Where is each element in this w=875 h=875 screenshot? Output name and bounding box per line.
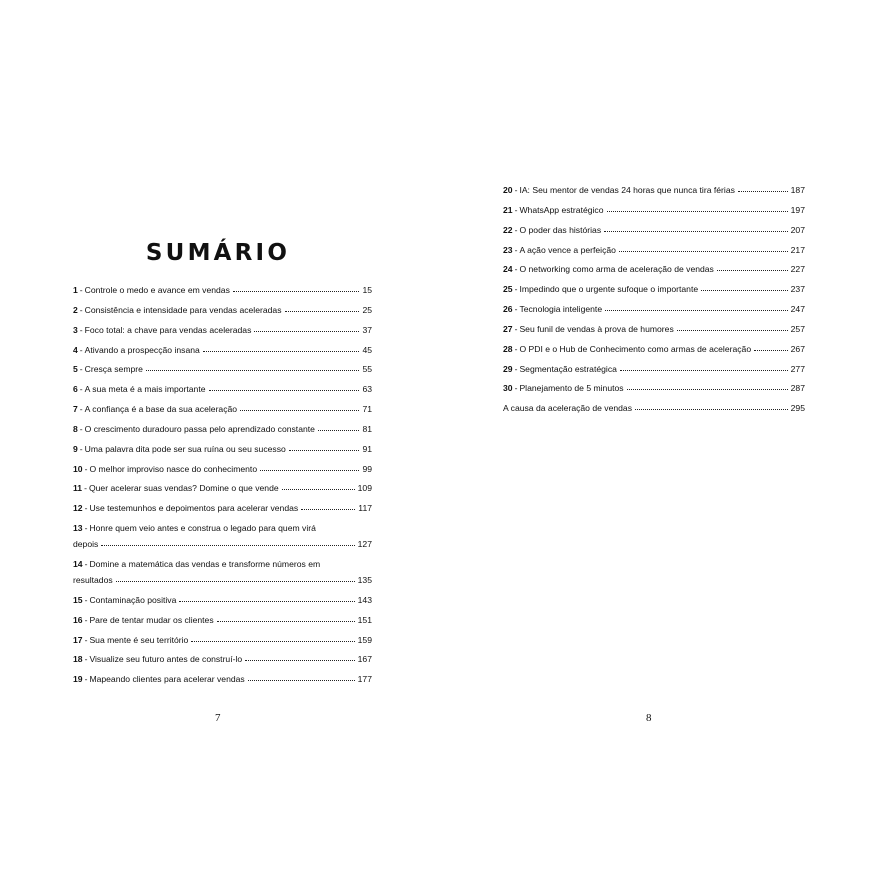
separator: - <box>84 614 88 625</box>
chapter-number: 2 <box>73 304 78 315</box>
toc-entry <box>503 245 805 256</box>
separator: - <box>79 404 83 415</box>
dot-leader <box>191 641 354 642</box>
toc-entry <box>73 635 372 646</box>
chapter-title: Ativando a prospecção insana <box>84 344 200 355</box>
separator: - <box>79 304 83 315</box>
page-number: 135 <box>357 574 372 585</box>
separator: - <box>84 654 88 665</box>
dot-leader <box>248 680 355 681</box>
chapter-title: Cresça sempre <box>84 364 143 375</box>
dot-leader <box>260 470 359 471</box>
separator: - <box>79 344 83 355</box>
chapter-number: 17 <box>73 634 83 645</box>
page-number: 81 <box>362 423 372 434</box>
toc-entry <box>503 284 805 295</box>
separator: - <box>514 264 518 275</box>
dot-leader <box>282 489 355 490</box>
chapter-number: 1 <box>73 285 78 295</box>
page-number: 109 <box>357 483 372 494</box>
page-number-left: 7 <box>215 712 221 724</box>
dot-leader <box>217 621 355 622</box>
dot-leader <box>254 331 359 332</box>
chapter-title: Pare de tentar mudar os clientes <box>89 614 214 625</box>
chapter-title: A ação vence a perfeição <box>519 244 616 255</box>
toc-list-left <box>73 285 372 694</box>
toc-entry <box>73 424 372 435</box>
separator: - <box>514 343 518 354</box>
chapter-title: Honre quem veio antes e construa o legado para quem virá <box>89 523 316 534</box>
chapter-title: Use testemunhos e depoimentos para acelerar vendas <box>89 503 299 514</box>
chapter-title: A sua meta é a mais importante <box>84 384 206 395</box>
chapter-number: 20 <box>503 185 513 195</box>
dot-leader <box>754 350 788 351</box>
dot-leader <box>620 370 788 371</box>
toc-entry <box>73 325 372 336</box>
page-number: 151 <box>357 614 372 625</box>
toc-entry <box>503 185 805 196</box>
toc-entry <box>503 324 805 335</box>
chapter-number: 8 <box>73 423 78 434</box>
page-number: 25 <box>362 304 372 315</box>
separator: - <box>84 674 88 685</box>
chapter-number: 10 <box>73 463 83 474</box>
dot-leader <box>627 389 788 390</box>
chapter-title: O crescimento duradouro passa pelo aprendizado constante <box>84 423 315 434</box>
page-number: 143 <box>357 594 372 605</box>
chapter-title: Consistência e intensidade para vendas aceleradas <box>84 304 282 315</box>
chapter-number: 22 <box>503 224 513 235</box>
chapter-title: O networking como arma de aceleração de vendas <box>519 264 714 275</box>
chapter-title: Contaminação positiva <box>89 594 177 605</box>
toc-entry <box>73 364 372 375</box>
chapter-number: 16 <box>73 614 83 625</box>
separator: - <box>514 363 518 374</box>
toc-entry <box>503 304 805 315</box>
chapter-number: 9 <box>73 443 78 454</box>
separator: - <box>84 503 88 514</box>
chapter-title: Impedindo que o urgente sufoque o importante <box>519 284 699 295</box>
chapter-title: Uma palavra dita pode ser sua ruína ou seu sucesso <box>84 443 286 454</box>
toc-entry <box>503 344 805 355</box>
chapter-title: IA: Seu mentor de vendas 24 horas que nunca tira férias <box>519 185 735 195</box>
separator: - <box>514 284 518 295</box>
chapter-title: A confiança é a base da sua aceleração <box>84 404 238 415</box>
separator: - <box>514 204 518 215</box>
dot-leader <box>233 291 360 292</box>
page-number: 227 <box>790 264 805 275</box>
chapter-title: Quer acelerar suas vendas? Domine o que vende <box>88 483 279 494</box>
chapter-number: 29 <box>503 363 513 374</box>
page-number: 63 <box>362 384 372 395</box>
chapter-number: 13 <box>73 523 83 534</box>
page-number: 187 <box>790 185 805 195</box>
page-number: 257 <box>790 323 805 334</box>
separator: - <box>79 443 83 454</box>
dot-leader <box>245 660 355 661</box>
page-title: SUMÁRIO <box>145 240 291 266</box>
page-number: 71 <box>362 404 372 415</box>
chapter-number: 12 <box>73 503 83 514</box>
separator: - <box>514 224 518 235</box>
chapter-title-continued: resultados <box>73 574 113 585</box>
separator: - <box>514 323 518 334</box>
page-number: 295 <box>790 403 805 414</box>
chapter-number: 25 <box>503 284 513 295</box>
page-number: 117 <box>358 503 372 514</box>
separator: - <box>84 558 88 569</box>
separator: - <box>84 483 87 494</box>
dot-leader <box>318 430 360 431</box>
dot-leader <box>619 251 788 252</box>
right-page <box>437 0 875 875</box>
page-number: 37 <box>362 324 372 335</box>
dot-leader <box>209 390 360 391</box>
chapter-title: Planejamento de 5 minutos <box>519 383 624 394</box>
page-number-right: 8 <box>646 712 652 724</box>
dot-leader <box>701 290 788 291</box>
page-number: 159 <box>357 634 372 645</box>
dot-leader <box>289 450 360 451</box>
toc-entry <box>73 285 372 296</box>
toc-entry <box>503 364 805 375</box>
dot-leader <box>607 211 788 212</box>
toc-entry <box>73 384 372 395</box>
page-number: 237 <box>790 284 805 295</box>
chapter-title: Segmentação estratégica <box>519 363 617 374</box>
toc-entry <box>73 654 372 665</box>
chapter-number: 28 <box>503 343 513 354</box>
dot-leader <box>240 410 359 411</box>
toc-entry <box>73 345 372 356</box>
chapter-number: 7 <box>73 404 78 415</box>
chapter-number: 21 <box>503 204 513 215</box>
chapter-title: Sua mente é seu território <box>89 634 189 645</box>
chapter-title: O melhor improviso nasce do conhecimento <box>89 463 258 474</box>
page-number: 167 <box>357 654 372 665</box>
separator: - <box>79 423 83 434</box>
chapter-title: Seu funil de vendas à prova de humores <box>519 323 674 334</box>
chapter-number: 24 <box>503 264 513 275</box>
chapter-title: Visualize seu futuro antes de construí-lo <box>89 654 243 665</box>
chapter-number: 26 <box>503 304 513 315</box>
toc-entry <box>503 205 805 216</box>
dot-leader <box>717 270 788 271</box>
chapter-title: Mapeando clientes para acelerar vendas <box>89 674 245 685</box>
dot-leader <box>285 311 360 312</box>
toc-entry <box>73 444 372 455</box>
page-number: 207 <box>790 224 805 235</box>
page-number: 197 <box>790 204 805 215</box>
toc-list-right <box>503 185 805 423</box>
toc-entry-line <box>73 539 372 550</box>
dot-leader <box>146 370 360 371</box>
chapter-title-continued: depois <box>73 539 99 550</box>
separator: - <box>79 285 83 295</box>
separator: - <box>84 634 88 645</box>
dot-leader <box>301 509 355 510</box>
dot-leader <box>604 231 788 232</box>
dot-leader <box>179 601 354 602</box>
toc-entry <box>73 483 372 494</box>
toc-entry <box>503 264 805 275</box>
toc-entry-line <box>73 575 372 586</box>
separator: - <box>514 244 518 255</box>
toc-entry <box>73 595 372 606</box>
toc-entry <box>503 383 805 394</box>
chapter-number: 19 <box>73 674 83 685</box>
toc-entry <box>73 404 372 415</box>
toc-entry <box>73 464 372 475</box>
page-number: 277 <box>790 363 805 374</box>
page-number: 267 <box>790 343 805 354</box>
chapter-number: 6 <box>73 384 78 395</box>
dot-leader <box>738 191 788 192</box>
chapter-title: Domine a matemática das vendas e transforme números em <box>89 558 321 569</box>
toc-entry <box>503 403 805 414</box>
chapter-title: O PDI e o Hub de Conhecimento como armas de aceleração <box>519 343 752 354</box>
chapter-title: A causa da aceleração de vendas <box>503 403 632 414</box>
left-page <box>0 0 437 875</box>
separator: - <box>79 364 83 375</box>
dot-leader <box>605 310 788 311</box>
chapter-number: 14 <box>73 558 83 569</box>
dot-leader <box>677 330 788 331</box>
toc-entry <box>73 559 372 586</box>
page-number: 45 <box>362 344 372 355</box>
dot-leader <box>635 409 788 410</box>
chapter-number: 5 <box>73 364 78 375</box>
page-number: 91 <box>362 443 372 454</box>
separator: - <box>84 594 88 605</box>
separator: - <box>79 384 83 395</box>
separator: - <box>84 463 88 474</box>
page-number: 287 <box>790 383 805 394</box>
chapter-number: 11 <box>73 483 83 494</box>
chapter-title: WhatsApp estratégico <box>519 204 604 215</box>
toc-entry <box>73 503 372 514</box>
page-number: 15 <box>362 285 372 295</box>
chapter-title: Controle o medo e avance em vendas <box>84 285 230 295</box>
chapter-title: Foco total: a chave para vendas aceleradas <box>84 324 252 335</box>
chapter-number: 15 <box>73 594 83 605</box>
chapter-number: 27 <box>503 323 513 334</box>
toc-entry <box>73 305 372 316</box>
page-number: 127 <box>357 539 372 550</box>
toc-entry <box>503 225 805 236</box>
separator: - <box>84 523 88 534</box>
dot-leader <box>101 545 354 546</box>
page-number: 177 <box>357 674 372 685</box>
page-number: 99 <box>362 463 372 474</box>
chapter-title: O poder das histórias <box>519 224 602 235</box>
dot-leader <box>203 351 360 352</box>
chapter-number: 4 <box>73 344 78 355</box>
chapter-number: 23 <box>503 244 513 255</box>
separator: - <box>514 304 518 315</box>
chapter-title: Tecnologia inteligente <box>519 304 603 315</box>
chapter-number: 30 <box>503 383 513 394</box>
toc-entry <box>73 674 372 685</box>
dot-leader <box>116 581 355 582</box>
toc-entry-line <box>73 559 372 570</box>
separator: - <box>514 185 518 195</box>
toc-entry-line <box>73 523 372 534</box>
toc-entry <box>73 615 372 626</box>
separator: - <box>514 383 518 394</box>
page-number: 217 <box>790 244 805 255</box>
toc-entry <box>73 523 372 550</box>
separator: - <box>79 324 83 335</box>
chapter-number: 3 <box>73 324 78 335</box>
chapter-number: 18 <box>73 654 83 665</box>
page-number: 247 <box>790 304 805 315</box>
page-number: 55 <box>362 364 372 375</box>
